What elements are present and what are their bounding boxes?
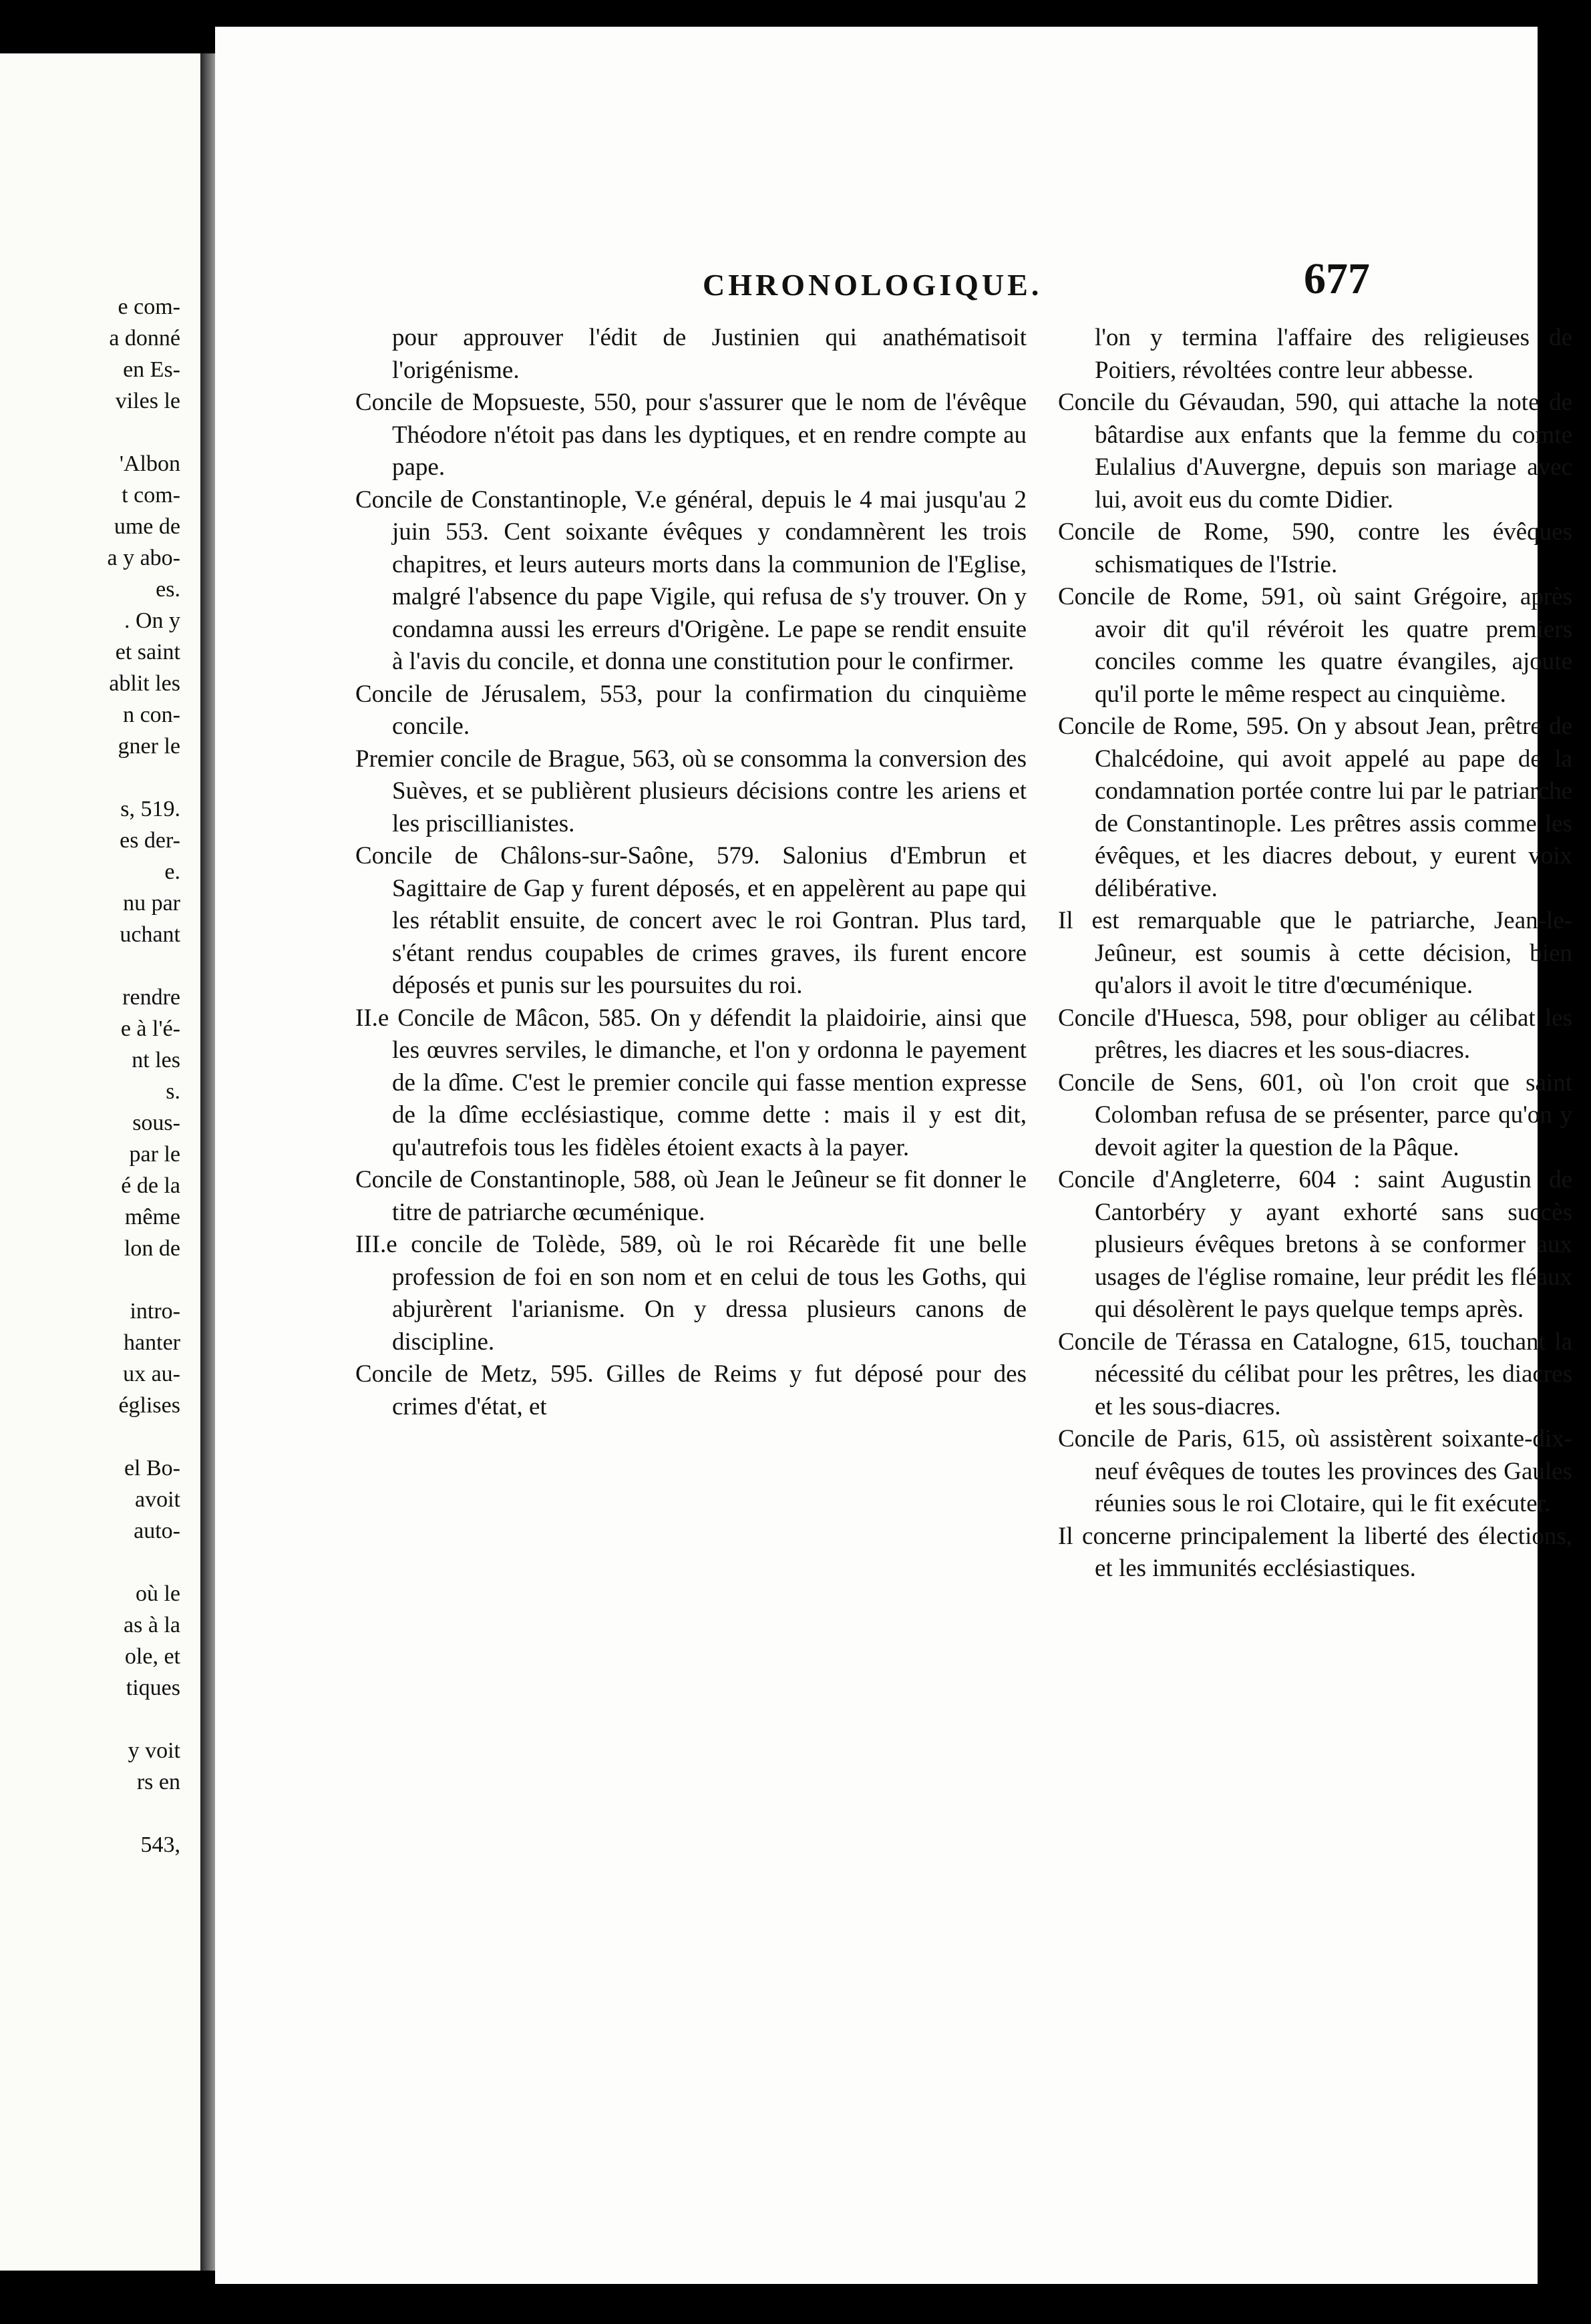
chronology-entry: Concile de Paris, 615, où assistèrent soixante-dix-neuf évêques de toutes les provinces des Gaules réunies sous le roi Clotaire, qui le fit exécuter. — [1058, 1425, 1572, 1517]
chronology-entry: Concile de Térassa en Catalogne, 615, touchant la nécessité du célibat pour les prêtres, les diacres et les sous-diacres. — [1058, 1328, 1572, 1420]
chronology-entry: Concile de Mopsueste, 550, pour s'assurer que le nom de l'évêque Théodore n'étoit pas dans les dyptiques, et en rendre compte au pape. — [355, 389, 1027, 481]
left-page-fragment: t com- — [122, 483, 180, 508]
left-page-fragment: ume de — [114, 514, 180, 539]
chronology-entry: Concile de Rome, 590, contre les évêques schismatiques de l'Istrie. — [1058, 518, 1572, 578]
left-page-fragment: sous- — [132, 1111, 180, 1135]
chronology-entry: Concile du Gévaudan, 590, qui attache la note de bâtardise aux enfants que la femme du comte Eulalius d'Auvergne, depuis son mariage avec lui, avoit eus du comte Didier. — [1058, 389, 1572, 514]
left-page-fragment: rendre — [122, 985, 180, 1010]
chronology-entry: Il concerne principalement la liberté des élections, et les immunités ecclésiastiques. — [1058, 1522, 1572, 1582]
chronology-entry: Concile de Constantinople, 588, où Jean le Jeûneur se fit donner le titre de patriarche œcuménique. — [355, 1166, 1027, 1226]
left-page-fragment: e com- — [118, 295, 180, 319]
left-page-fragment: par le — [129, 1142, 180, 1167]
left-page-fragment: s. — [166, 1079, 180, 1104]
left-page-fragment: et saint — [115, 640, 180, 664]
left-page-fragment: nu par — [123, 891, 180, 916]
left-page-fragment: . On y — [124, 608, 180, 633]
left-page-fragment: ablit les — [109, 671, 180, 696]
chronology-entry: II.e Concile de Mâcon, 585. On y défendit la plaidoirie, ainsi que les œuvres serviles, le dimanche, et l'on y ordonna le payement de la dîme. C'est le premier concile qui fasse mention expresse de la dîme ecclésiastique, comme dette : mais il y est dit, qu'autrefois tous les fidèles étoient exacts à la payer. — [355, 1004, 1027, 1161]
left-page-fragment: avoit — [135, 1487, 180, 1512]
chronology-entry: Concile d'Angleterre, 604 : saint Augustin de Cantorbéry y ayant exhorté sans succès plusieurs évêques bretons à se conformer aux usages de l'église romaine, leur prédit les fléaux qui désolèrent le pays quelque temps après. — [1058, 1166, 1572, 1323]
book-gutter — [200, 53, 215, 2271]
left-page-fragment: auto- — [134, 1519, 180, 1543]
left-text-column — [355, 322, 1027, 1423]
page-header — [215, 254, 1538, 314]
chronology-entry: Concile de Châlons-sur-Saône, 579. Salonius d'Embrun et Sagittaire de Gap y furent déposés, et en appelèrent au pape qui les rétablit ensuite, de concert avec le roi Gontran. Plus tard, s'étant rendus coupables de crimes graves, ils furent encore déposés et punis sur les poursuites du roi. — [355, 842, 1027, 999]
left-page-fragment: a y abo- — [107, 546, 180, 570]
left-page-fragment: rs en — [136, 1770, 180, 1794]
chronology-entry: Concile de Sens, 601, où l'on croit que saint Colomban refusa de se présenter, parce qu'on y devoit agiter la question de la Pâque. — [1058, 1069, 1572, 1161]
chronology-entry: Concile de Jérusalem, 553, pour la confirmation du cinquième concile. — [355, 680, 1027, 740]
left-page-fragment: s, 519. — [120, 797, 180, 821]
left-page-fragment: y voit — [128, 1738, 180, 1763]
left-page-fragment: même — [124, 1205, 180, 1229]
left-page-fragment: tiques — [126, 1676, 180, 1700]
left-page-fragment: gner le — [118, 734, 180, 759]
left-page-fragment: el Bo- — [124, 1456, 180, 1481]
left-page-fragment: ux au- — [123, 1362, 180, 1386]
chronology-entry: Il est remarquable que le patriarche, Jean-le-Jeûneur, est soumis à cette décision, bien qu'alors il avoit le titre d'œcuménique. — [1058, 907, 1572, 999]
right-text-column — [1058, 322, 1572, 1585]
left-page-fragment: n con- — [123, 703, 180, 727]
left-page-fragment: viles le — [115, 389, 180, 413]
chronology-entry: Concile de Metz, 595. Gilles de Reims y fut déposé pour des crimes d'état, et — [355, 1360, 1027, 1420]
left-page-fragment: es der- — [120, 828, 180, 853]
chronology-entry: Concile d'Huesca, 598, pour obliger au célibat les prêtres, les diacres et les sous-diacres. — [1058, 1004, 1572, 1064]
chronology-entry: III.e concile de Tolède, 589, où le roi Récarède fit une belle profession de foi en son nom et en celui de tous les Goths, qui abjurèrent l'arianisme. On y dressa plusieurs canons de discipline. — [355, 1231, 1027, 1356]
chronology-entry: pour approuver l'édit de Justinien qui anathématisoit l'origénisme. — [392, 324, 1027, 384]
running-title: CHRONOLOGIQUE. — [703, 268, 1043, 302]
chronology-entry: Premier concile de Brague, 563, où se consomma la conversion des Suèves, et se publièrent plusieurs décisions contre les ariens et les priscillianistes. — [355, 745, 1027, 837]
left-page-fragment: uchant — [120, 922, 180, 947]
chronology-entry: l'on y termina l'affaire des religieuses de Poitiers, révoltées contre leur abbesse. — [1095, 324, 1572, 384]
left-page-fragment: es. — [156, 577, 180, 602]
left-page-fragment: hanter — [124, 1330, 180, 1355]
chronology-entry: Concile de Rome, 595. On y absout Jean, prêtre de Chalcédoine, qui avoit appelé au pape de la condamnation portée contre lui par le patriarche de Constantinople. Les prêtres assis comme les évêques, et les diacres debout, y eurent voix délibérative. — [1058, 713, 1572, 902]
left-page-fragment: as à la — [124, 1613, 180, 1637]
left-page-fragment: é de la — [121, 1173, 180, 1198]
chronology-entry: Concile de Rome, 591, où saint Grégoire, après avoir dit qu'il révéroit les quatre premiers conciles comme les quatre évangiles, ajoute qu'il porte le même respect au cinquième. — [1058, 583, 1572, 708]
left-page-fragment: e. — [164, 859, 180, 884]
right-page — [215, 27, 1572, 2284]
left-page-fragment: où le — [135, 1581, 180, 1606]
chronology-entry: Concile de Constantinople, V.e général, depuis le 4 mai jusqu'au 2 juin 553. Cent soixante évêques y condamnèrent les trois chapitres, et leurs auteurs morts dans la communion de l'Eglise, malgré l'absence du pape Vigile, qui refusa de s'y trouver. On y condamna aussi les erreurs d'Origène. Le pape se rendit ensuite à l'avis du concile, et donna une constitution pour le confirmer. — [355, 486, 1027, 675]
left-page-fragment: ole, et — [124, 1644, 180, 1669]
left-page-fragment: lon de — [124, 1236, 180, 1261]
page-number: 677 — [1304, 254, 1370, 303]
left-page-fragment: e à l'é- — [120, 1016, 180, 1041]
left-page-fragment: 'Albon — [119, 451, 180, 476]
left-page-fragment: 543, — [140, 1832, 180, 1857]
left-page-fragment: églises — [118, 1393, 180, 1418]
left-page-fragment: en Es- — [123, 357, 180, 382]
left-page-fragment: a donné — [109, 326, 180, 351]
left-page — [0, 53, 200, 2271]
left-page-fragment: intro- — [130, 1299, 180, 1324]
left-page-fragment: nt les — [132, 1048, 180, 1073]
